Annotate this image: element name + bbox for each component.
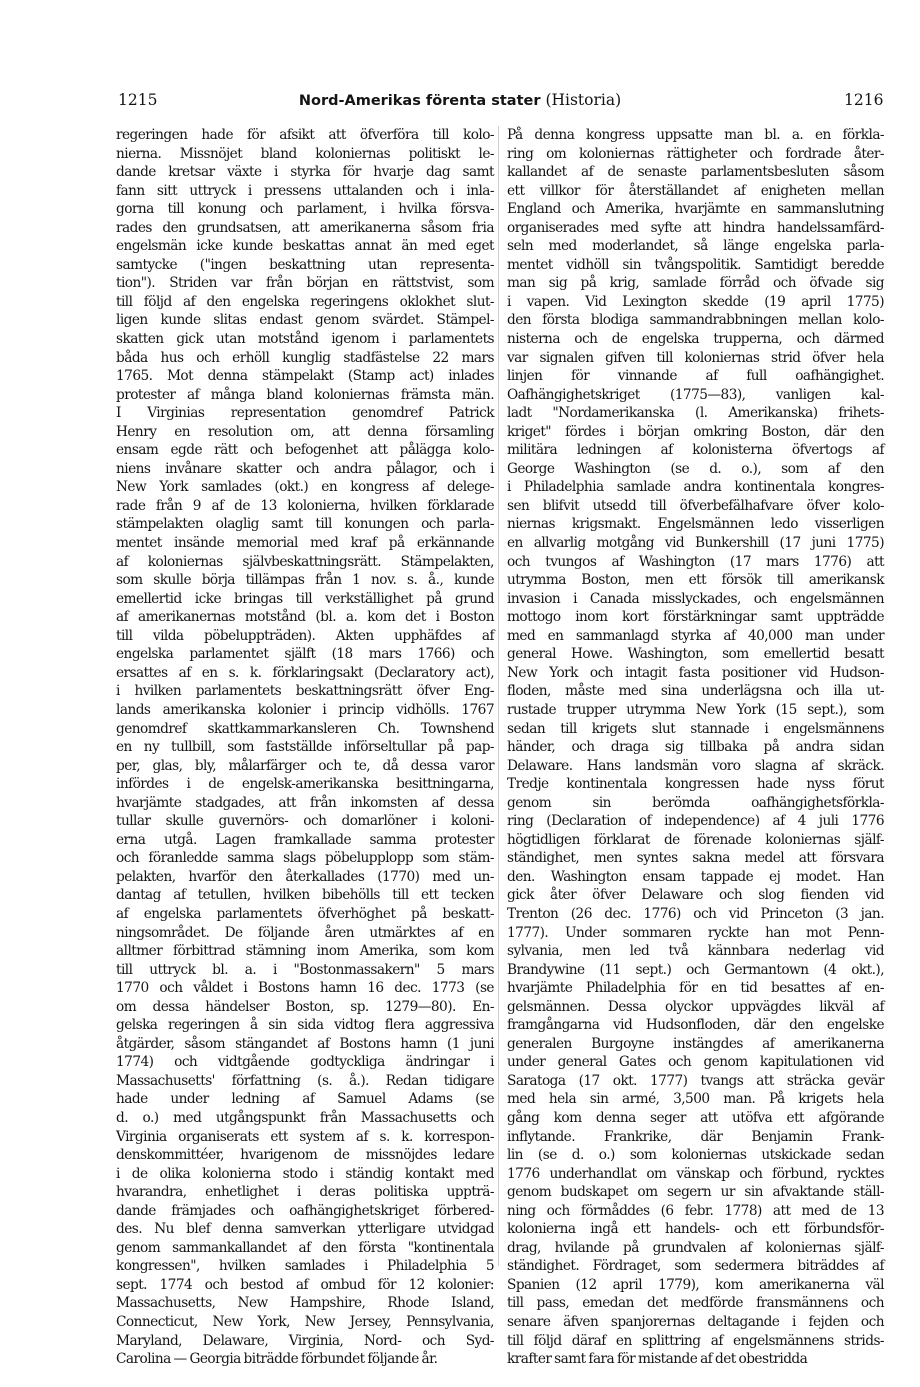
text-line: med en sammanlagd styrka af 40,000 man under <box>507 627 884 644</box>
text-line: general Howe. Washington, som emellertid besatt <box>507 646 884 663</box>
text-line: lin (se d. o.) som koloniernas utskickade sedan <box>507 1147 884 1164</box>
text-line: om dessa händelser Boston, sp. 1279—80). En- <box>116 998 494 1015</box>
text-line: Trenton (26 dec. 1776) och vid Princeton (3 jan. <box>507 905 884 922</box>
text-line: kallandet af de senaste parlamentsbesluten såsom <box>507 164 884 181</box>
text-line: man sig på krig, samlade förråd och öfvade sig <box>507 275 884 292</box>
text-line: tullar skulle guvernörs- och domarlöner i koloni- <box>116 813 494 830</box>
text-line: gorna till konung och parlament, i hvilka försva- <box>116 201 494 218</box>
text-line: militära ledningen af kolonisterna öfvertogs af <box>507 442 884 459</box>
text-line: den. Washington ensam tappade ej modet. Han <box>507 868 884 885</box>
text-line: med hela sin armé, 3,500 man. På krigets hela <box>507 1091 884 1108</box>
text-line: tion"). Striden var från början en rättstvist, som <box>116 275 494 292</box>
text-line: samtycke ("ingen beskattning utan representa- <box>116 256 494 273</box>
text-line: kolonierna ingå ett handels- och ett förbundsför- <box>507 1221 884 1238</box>
page-number-right: 1216 <box>844 91 884 109</box>
text-line: fann sitt uttryck i pressens uttalanden och i inla- <box>116 182 494 199</box>
text-line: båda hus och erhöll kunglig stadfästelse 22 mars <box>116 349 494 366</box>
running-title-main: Nord-Amerikas förenta stater <box>298 93 541 109</box>
text-line: infördes i de engelsk-amerikanska besittningarna, <box>116 776 494 793</box>
text-line: senare äfven spanjorernas deltagande i fejden och <box>507 1314 884 1330</box>
text-line: en allvarlig motgång vid Bunkershill (17 juni 1775) <box>507 535 884 552</box>
text-line: niernas krigsmakt. Engelsmännen ledo visserligen <box>507 516 884 533</box>
text-line: gick åter öfver Delaware och slog fienden vid <box>507 887 884 904</box>
text-line: sept. 1774 och bestod af ombud för 12 kolonier: <box>116 1276 494 1293</box>
text-line: Tredje kontinentala kongressen hade nyss förut <box>507 776 884 793</box>
text-line: i vapen. Vid Lexington skedde (19 april 1775) <box>507 293 884 310</box>
text-line: 1777). Under sommaren ryckte han mot Penn- <box>507 924 884 941</box>
text-line: 1770 och våldet i Bostons hamn 16 dec. 1773 (se <box>116 980 494 997</box>
text-line: dantag af tetullen, hvilken bibehölls till ett tecken <box>116 887 494 904</box>
text-line: kongressen", hvilken samlades i Philadelphia 5 <box>116 1258 494 1275</box>
text-line: generalen Burgoyne instängdes af amerikanerna <box>507 1035 884 1052</box>
text-line: ladt "Nordamerikanska (l. Amerikanska) frihets- <box>507 405 884 422</box>
text-column-right <box>507 126 884 1369</box>
text-line: en ny tullbill, som fastställde införseltullar på pap- <box>116 739 494 756</box>
text-line: ensam egde rätt och befogenhet att pålägga kolo- <box>116 442 494 459</box>
page-number-left: 1215 <box>118 91 158 109</box>
text-line: emellertid icke bringas till verkställighet på grund <box>116 590 494 607</box>
text-line: framgångarna vid Hudsonfloden, där den engelske <box>507 1017 884 1034</box>
text-line: och föranledde samma slags pöbelupplopp som stäm- <box>116 850 494 867</box>
text-line: i de olika kolonierna stodo i ständig kontakt med <box>116 1165 494 1182</box>
text-line: genom budskapet om segern ur sin afvaktande ställ- <box>507 1184 884 1201</box>
text-line: högtidligen förklarat de förenade koloniernas själf- <box>507 831 884 848</box>
text-line: dande kretsar växte i styrka för hvarje dag samt <box>116 164 494 181</box>
column-divider <box>498 126 499 1266</box>
text-line: engelsmän icke kunde beskattas annat än med eget <box>116 238 494 255</box>
text-line: seln med moderlandet, så länge engelska parla- <box>507 238 884 255</box>
text-line: krafter samt fara för mistande af det obestridda <box>507 1351 808 1368</box>
text-line: mottogo inom kort förstärkningar samt uppträdde <box>507 609 884 626</box>
text-line: och tvungos af Washington (17 mars 1776) att <box>507 553 884 570</box>
text-line: ring om koloniernas rättigheter och fordrade åter- <box>507 145 884 162</box>
text-line: under general Gates och genom kapitulationen vid <box>507 1054 884 1071</box>
text-line: af amerikanernas motstånd (bl. a. kom det i Boston <box>116 609 494 626</box>
text-line: nierna. Missnöjet bland koloniernas politiskt le- <box>116 145 494 162</box>
text-line: rade från 9 af de 13 kolonierna, hvilken förklarade <box>116 497 494 514</box>
text-line: Spanien (12 april 1779), kom amerikanerna väl <box>507 1276 884 1293</box>
text-line: ersattes af en s. k. förklaringsakt (Declaratory act), <box>116 664 494 681</box>
text-line: pelakten, hvarför den återkallades (1770) med un- <box>116 868 494 885</box>
text-line: lands amerikanska kolonier i princip vidhölls. 1767 <box>116 701 494 718</box>
text-line: per, glas, bly, målarfärger och te, då dessa varor <box>116 757 494 774</box>
text-line: Carolina — Georgia biträdde förbundet följande år. <box>116 1351 438 1368</box>
text-line: inflytande. Frankrike, där Benjamin Frank- <box>507 1128 884 1145</box>
text-line: ständighet, men syntes sakna medel att försvara <box>507 850 884 867</box>
text-line: sedan till krigets slut stannade i engelsmännens <box>507 720 884 737</box>
text-line: utrymma Boston, men ett försök till amerikansk <box>507 572 884 589</box>
text-line: gelsmännen. Dessa olyckor uppvägdes likväl af <box>507 998 884 1015</box>
text-line: åtgärder, såsom stängandet af Bostons hamn (1 juni <box>116 1035 494 1052</box>
text-line: d. o.) med utgångspunkt från Massachusetts och <box>116 1109 494 1126</box>
text-line: New York samlades (okt.) en kongress af delege- <box>116 479 494 496</box>
text-line: New York och intagit fasta positioner vid Hudson- <box>507 664 884 681</box>
text-line: engelska parlamentet själft (18 mars 1766) och <box>116 646 494 663</box>
text-line: hvarandra, enhetlighet i deras politiska uppträ- <box>116 1184 494 1201</box>
text-line: kriget" fördes i början omkring Boston, där den <box>507 423 884 440</box>
text-line: England och Amerika, hvarjämte en sammanslutning <box>507 201 884 218</box>
text-line: till vilda pöbeluppträden). Akten upphäfdes af <box>116 627 494 644</box>
text-line: skatten gick utan motstånd igenom i parlamentets <box>116 331 494 348</box>
text-line: Brandywine (11 sept.) och Germantown (4 okt.), <box>507 961 884 978</box>
text-line: händer, och draga sig tillbaka på andra sidan <box>507 739 884 756</box>
text-line: ningsområdet. De följande åren utmärktes af en <box>116 924 494 941</box>
text-line: till pass, emedan det medförde fransmännens och <box>507 1295 884 1312</box>
text-line: Virginia organiserats ett system af s. k. korrespon- <box>116 1128 494 1145</box>
text-line: Saratoga (17 okt. 1777) tvangs att sträcka gevär <box>507 1072 884 1089</box>
text-line: denskommittéer, hvarigenom de missnöjdes ledare <box>116 1147 494 1164</box>
text-line: genomdref skattkammarkansleren Ch. Townshend <box>116 720 494 737</box>
text-line: Connecticut, New York, New Jersey, Pennsylvania, <box>116 1314 494 1330</box>
text-line: gelska regeringen å sin sida vidtog flera aggressiva <box>116 1017 494 1034</box>
text-line: dande främjades och oafhängighetskriget förbered- <box>116 1202 494 1219</box>
text-line: hvarjämte Philadelphia för en tid besattes af en- <box>507 980 884 997</box>
running-title <box>0 91 920 109</box>
text-line: alltmer förbittrad stämning inom Amerika, som kom <box>116 943 494 960</box>
text-line: ring (Declaration of independence) af 4 juli 1776 <box>507 813 884 830</box>
text-line: ständighet. Fördraget, som sedermera biträddes af <box>507 1258 884 1275</box>
text-line: i hvilken parlamentets beskattningsrätt öfver Eng- <box>116 683 494 700</box>
text-line: af engelska parlamentets öfverhöghet på beskatt- <box>116 905 494 922</box>
text-line: Massachusetts, New Hampshire, Rhode Island, <box>116 1295 494 1312</box>
text-line: sylvania, men led två kännbara nederlag vid <box>507 943 884 960</box>
text-line: i Philadelphia samlade andra kontinentala kongres- <box>507 479 884 496</box>
text-line: organiserades med syfte att hindra handelssamfärd- <box>507 219 884 236</box>
text-line: mentet insände memorial med kraf på erkännande <box>116 535 494 552</box>
text-line: genom sin berömda oafhängighetsförkla- <box>507 794 884 811</box>
text-line: niens invånare skatter och andra pålagor, och i <box>116 460 494 477</box>
text-line: hvarjämte stadgades, att från inkomsten af dessa <box>116 794 494 811</box>
text-line: protester af många bland koloniernas främsta män. <box>116 386 494 403</box>
text-line: stämpelakten olaglig samt till konungen och parla- <box>116 516 494 533</box>
text-line: genom sammankallandet af den första "kontinentala <box>116 1239 494 1256</box>
running-title-sub: (Historia) <box>545 91 622 109</box>
text-line: var signalen gifven till koloniernas strid öfver hela <box>507 349 884 366</box>
text-line: ett villkor för återställandet af enigheten mellan <box>507 182 884 199</box>
text-line: Delaware. Hans landsmän voro slagna af skräck. <box>507 757 884 774</box>
text-line: 1765. Mot denna stämpelakt (Stamp act) inlades <box>116 368 494 385</box>
text-line: till följd af den engelska regeringens oklokhet slut- <box>116 293 494 310</box>
text-line: Massachusetts' författning (s. å.). Redan tidigare <box>116 1072 494 1089</box>
text-line: rades den grundsatsen, att amerikanerna såsom fria <box>116 219 494 236</box>
page-header <box>0 0 920 140</box>
text-line: gång kom denna seger att utöfva ett afgörande <box>507 1109 884 1126</box>
text-line: till följd däraf en splittring af engelsmännens strids- <box>507 1332 884 1349</box>
text-line: I Virginias representation genomdref Patrick <box>116 405 494 422</box>
text-line: rustade trupper utrymma New York (15 sept.), som <box>507 701 884 718</box>
text-line: erna utgå. Lagen framkallade samma protester <box>116 831 494 848</box>
text-line: Henry en resolution om, att denna församling <box>116 423 494 440</box>
text-line: Oafhängighetskriget (1775—83), vanligen kal- <box>507 386 884 403</box>
text-line: nisterna och de engelska trupperna, och därmed <box>507 331 884 348</box>
text-line: ligen kunde slitas endast genom svärdet. Stämpel- <box>116 312 494 329</box>
text-line: George Washington (se d. o.), som af den <box>507 460 884 477</box>
text-line: mentet vidhöll sin tvångspolitik. Samtidigt beredde <box>507 256 884 273</box>
text-line: hade under ledning af Samuel Adams (se <box>116 1091 494 1108</box>
text-line: drag, hvilande på grundvalen af koloniernas själf- <box>507 1239 884 1256</box>
text-line: linjen för vinnande af full oafhängighet. <box>507 368 884 385</box>
text-column-left <box>116 126 494 1369</box>
text-line: ning och förmåddes (6 febr. 1778) att med de 13 <box>507 1202 884 1219</box>
text-line: regeringen hade för afsikt att öfverföra till kolo- <box>116 127 494 143</box>
text-line: sen blifvit utsedd till öfverbefälhafvare öfver kolo- <box>507 497 884 514</box>
text-line: Maryland, Delaware, Virginia, Nord- och Syd- <box>116 1332 494 1349</box>
text-line: af koloniernas självbeskattningsrätt. Stämpelakten, <box>116 553 494 570</box>
text-line: invasion i Canada misslyckades, och engelsmännen <box>507 590 884 607</box>
text-line: som skulle börja tillämpas från 1 nov. s. å., kunde <box>116 572 494 589</box>
text-line: den första blodiga sammandrabbningen mellan kolo- <box>507 312 884 329</box>
text-line: 1776 underhandlat om vänskap och förbund, rycktes <box>507 1165 884 1182</box>
text-line: floden, måste med sina underlägsna och illa ut- <box>507 683 884 700</box>
text-line: 1774) och vidtgående godtyckliga ändringar i <box>116 1054 494 1071</box>
text-line: till uttryck bl. a. i "Bostonmassakern" 5 mars <box>116 961 494 978</box>
text-line: På denna kongress uppsatte man bl. a. en förkla- <box>507 127 884 143</box>
text-line: des. Nu blef denna samverkan ytterligare utvidgad <box>116 1221 494 1238</box>
